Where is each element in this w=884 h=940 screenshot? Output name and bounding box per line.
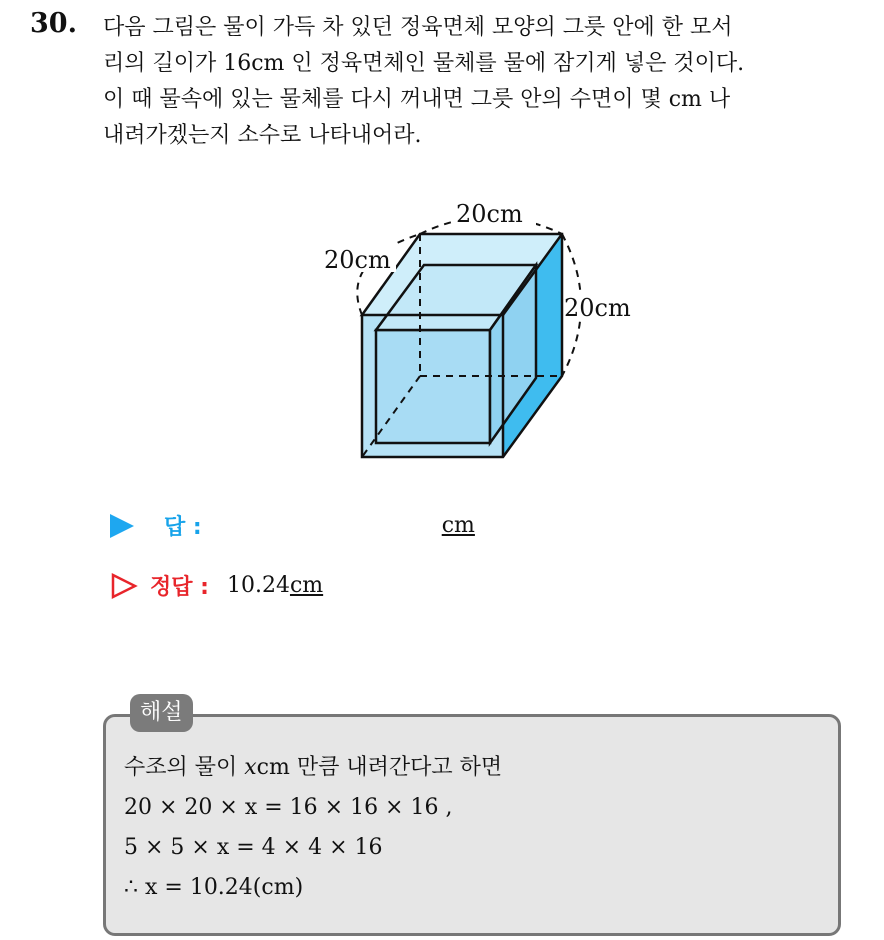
correct-answer-value: 10.24 <box>226 573 290 598</box>
correct-answer-label: 정답 : <box>150 575 209 600</box>
explanation-line: 5 × 5 × x = 4 × 4 × 16 <box>124 835 383 860</box>
explanation-text <box>124 748 502 908</box>
dimension-label-top: 20cm <box>456 200 523 228</box>
explanation-tag: 해설 <box>130 694 193 732</box>
answer-row <box>110 510 475 541</box>
dimension-label-left: 20cm <box>324 246 391 274</box>
explanation-line: ∴ x = 10.24(cm) <box>124 875 304 900</box>
correct-answer-unit: cm <box>289 573 324 598</box>
dimension-label-right: 20cm <box>564 294 631 322</box>
question-line: 이 때 물속에 있는 물체를 다시 꺼내면 그릇 안의 수면이 몇 cm 나 <box>103 87 731 112</box>
question-line: 리의 길이가 16cm 인 정육면체인 물체를 물에 잠기게 넣은 것이다. <box>103 51 745 76</box>
answer-label: 답 : <box>164 515 202 540</box>
cube-figure <box>300 190 660 480</box>
explanation-line: 20 × 20 × x = 16 × 16 × 16 , <box>124 795 453 820</box>
question-line: 내려가겠는지 소수로 나타내어라. <box>103 123 422 148</box>
explanation-variable: x <box>244 755 257 780</box>
explanation-text-part: cm 만큼 내려간다고 하면 <box>256 755 503 780</box>
inner-cube-front <box>376 330 490 443</box>
question-line: 다음 그림은 물이 가득 차 있던 정육면체 모양의 그릇 안에 한 모서 <box>103 15 733 40</box>
correct-answer-row <box>110 570 323 601</box>
play-outline-icon <box>110 572 138 600</box>
explanation-text-part: 수조의 물이 <box>124 755 245 780</box>
answer-unit: cm <box>441 513 475 538</box>
explanation-line <box>124 748 502 788</box>
question-number: 30. <box>30 8 77 39</box>
play-filled-icon <box>110 514 134 538</box>
question-text <box>103 10 863 154</box>
